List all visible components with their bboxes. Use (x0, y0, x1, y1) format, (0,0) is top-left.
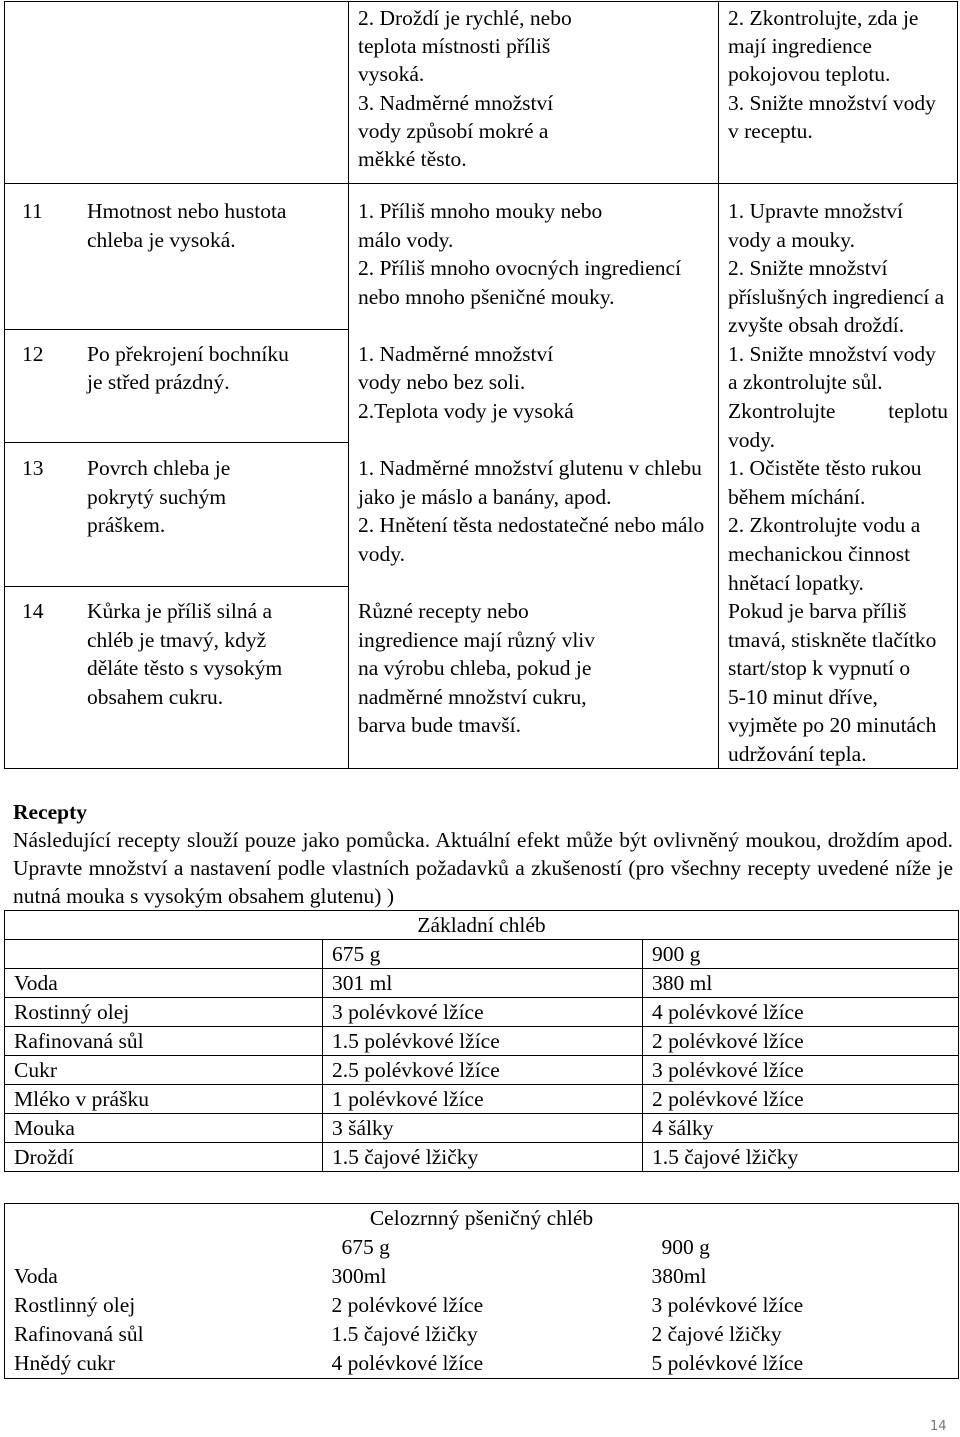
table-row (5, 1056, 959, 1085)
text-line: jako je máslo a banány, apod. (358, 484, 612, 509)
text-line: vyjměte po 20 minutách (728, 713, 937, 738)
table-row (5, 1085, 959, 1114)
size-header: 900 g (643, 940, 959, 969)
text-line: pokojovou teplotu. (728, 62, 891, 87)
recipe-table-basic-bread (4, 910, 959, 1172)
section-heading: Recepty (13, 800, 88, 824)
table-row (5, 1291, 959, 1320)
table-row (5, 969, 959, 998)
text-line: Hmotnost nebo hustota (87, 199, 287, 223)
text-line: měkké těsto. (358, 146, 467, 171)
text-line: Pokud je barva příliš (728, 599, 907, 624)
amount-cell: 301 ml (323, 969, 643, 998)
table-cell (5, 1233, 323, 1262)
solution-cell (728, 454, 921, 597)
recipe-table-wholewheat-bread (4, 1203, 959, 1379)
intro-text-line: Upravte množství a nastavení podle vlastních požadavků a zkušeností (pro všechny recepty uvedené níže je (13, 856, 953, 880)
problem-number (22, 197, 43, 226)
text-line: práškem. (87, 513, 166, 538)
ingredient-cell: Cukr (5, 1056, 323, 1085)
text-line: 1. Nadměrné množství (358, 341, 554, 366)
text-line: vody. (728, 427, 775, 452)
page-number: 14 (930, 1419, 947, 1434)
size-header: 900 g (661, 1235, 710, 1259)
ingredient-cell: Rostinný olej (5, 998, 323, 1027)
text-line: start/stop k vypnutí o (728, 656, 911, 681)
text-line: chleba je vysoká. (87, 227, 236, 252)
problem-number (22, 597, 44, 626)
text-line: 5-10 minut dříve, (728, 684, 878, 709)
table-row (5, 1233, 959, 1262)
intro-text-line: Následující recepty slouží pouze jako pomůcka. Aktuální efekt může být ovlivněný moukou, droždím apod. (13, 828, 953, 852)
text-line: během míchání. (728, 484, 866, 509)
row-divider (4, 586, 348, 587)
amount-cell: 1.5 čajové lžičky (323, 1143, 643, 1172)
text-line: tmavá, stiskněte tlačítko (728, 627, 937, 652)
amount-cell: 1 polévkové lžíce (323, 1085, 643, 1114)
amount-cell: 2 polévkové lžíce (331, 1293, 484, 1317)
text-line: vody způsobí mokré a (358, 118, 549, 143)
text-line: Kůrka je příliš silná a (87, 599, 273, 624)
text-line: vody a mouky. (728, 227, 855, 252)
text-line: 14 (22, 599, 44, 624)
amount-cell: 3 šálky (323, 1114, 643, 1143)
table-row (5, 1114, 959, 1143)
column-divider (718, 1, 719, 769)
problem-cell (87, 454, 230, 540)
text-line: 2. Zkontrolujte, zda je (728, 6, 919, 30)
ingredient-cell: Rafinovaná sůl (14, 1322, 144, 1346)
problem-cell (87, 340, 289, 397)
table-title: Celozrnný pšeničný chléb (369, 1206, 594, 1230)
row-divider (4, 442, 348, 443)
text-line: na výrobu chleba, pokud je (358, 656, 592, 681)
text-line: 2. Droždí je rychlé, nebo (358, 6, 572, 30)
text-line: mají ingredience (728, 34, 872, 59)
row-divider (4, 329, 348, 330)
text-line: 1. Upravte množství (728, 199, 903, 223)
text-line: Různé recepty nebo (358, 599, 529, 624)
text-line: Povrch chleba je (87, 456, 231, 481)
ingredient-cell: Droždí (5, 1143, 323, 1172)
text-line: 11 (22, 199, 43, 223)
solution-cell (728, 597, 936, 768)
text-line: vysoká. (358, 62, 425, 87)
text-line: příslušných ingrediencí a (728, 284, 945, 309)
table-row (5, 940, 959, 969)
text-line: Po překrojení bochníku (87, 341, 289, 366)
table-row (5, 1143, 959, 1172)
amount-cell: 1.5 čajové lžičky (331, 1322, 478, 1346)
text-line: a zkontrolujte sůl. (728, 370, 883, 395)
amount-cell: 3 polévkové lžíce (643, 1056, 959, 1085)
text-line: 1. Očistěte těsto rukou (728, 456, 922, 481)
text-line: barva bude tmavší. (358, 713, 521, 738)
text-line: hnětací lopatky. (728, 570, 864, 595)
table-cell (5, 940, 323, 969)
text-line: 13 (22, 456, 44, 481)
amount-cell: 3 polévkové lžíce (651, 1293, 804, 1317)
intro-text-line: nutná mouka s vysokým obsahem glutenu) ) (13, 884, 394, 908)
size-header: 675 g (323, 940, 643, 969)
ingredient-cell: Mléko v prášku (5, 1085, 323, 1114)
amount-cell: 1.5 čajové lžičky (643, 1143, 959, 1172)
ingredient-cell: Hnědý cukr (14, 1351, 115, 1375)
text-line: 2. Příliš mnoho ovocných ingrediencí (358, 256, 682, 281)
text-line: 2. Hnětení těsta nedostatečné nebo málo (358, 513, 705, 538)
amount-cell: 5 polévkové lžíce (651, 1351, 804, 1375)
amount-cell: 3 polévkové lžíce (323, 998, 643, 1027)
amount-cell: 2 polévkové lžíce (643, 1085, 959, 1114)
cause-cell (358, 197, 681, 311)
cause-cell (358, 454, 704, 568)
table-title: Základní chléb (5, 911, 959, 940)
ingredient-cell: Voda (5, 969, 323, 998)
text-line: 2. Snižte množství (728, 256, 888, 281)
text-line: je střed prázdný. (87, 370, 230, 395)
text-line: 12 (22, 341, 44, 366)
text-line: mechanickou činnost (728, 541, 911, 566)
ingredient-cell: Mouka (5, 1114, 323, 1143)
amount-cell: 2.5 polévkové lžíce (323, 1056, 643, 1085)
continued-cause-cell (358, 4, 572, 173)
table-row (5, 1027, 959, 1056)
text-line: teplota místnosti příliš (358, 34, 551, 59)
amount-cell: 2 polévkové lžíce (643, 1027, 959, 1056)
table-row (5, 1262, 959, 1291)
amount-cell: 2 čajové lžičky (651, 1322, 782, 1346)
amount-cell: 300ml (331, 1264, 387, 1288)
column-divider (348, 1, 349, 769)
text-line: málo vody. (358, 227, 454, 252)
problem-cell (87, 197, 286, 254)
text-line: obsahem cukru. (87, 684, 224, 709)
text-line: ingredience mají různý vliv (358, 627, 596, 652)
amount-cell: 4 šálky (643, 1114, 959, 1143)
text-line: 1. Snižte množství vody (728, 341, 936, 366)
amount-cell: 4 polévkové lžíce (643, 998, 959, 1027)
text-line: chléb je tmavý, když (87, 627, 267, 652)
amount-cell: 380 ml (643, 969, 959, 998)
problem-cell (87, 597, 282, 711)
ingredient-cell: Rostlinný olej (14, 1293, 136, 1317)
cause-cell (358, 597, 595, 740)
size-header: 675 g (341, 1235, 390, 1259)
text-line: 1. Nadměrné množství glutenu v chlebu (358, 456, 702, 481)
table-row (5, 998, 959, 1027)
table-row (5, 1349, 959, 1379)
text-line: nadměrné množství cukru, (358, 684, 587, 709)
cause-cell (358, 340, 574, 426)
ingredient-cell: Rafinovaná sůl (5, 1027, 323, 1056)
text-line: 2. Zkontrolujte vodu a (728, 513, 921, 538)
text-line: pokrytý suchým (87, 484, 227, 509)
text-line: Zkontrolujte teplotu (728, 399, 948, 424)
text-line: zvyšte obsah droždí. (728, 313, 905, 338)
amount-cell: 380ml (651, 1264, 707, 1288)
ingredient-cell: Voda (14, 1264, 58, 1288)
text-line: nebo mnoho pšeničné mouky. (358, 284, 615, 309)
amount-cell: 1.5 polévkové lžíce (323, 1027, 643, 1056)
text-line: vody nebo bez soli. (358, 370, 526, 395)
row-divider (4, 183, 958, 184)
text-line: udržování tepla. (728, 741, 867, 766)
text-line: vody. (358, 541, 405, 566)
text-line: 1. Příliš mnoho mouky nebo (358, 199, 603, 223)
text-line: 2.Teplota vody je vysoká (358, 399, 574, 424)
table-row (5, 911, 959, 940)
text-line: v receptu. (728, 118, 813, 143)
problem-number (22, 454, 44, 483)
text-line: děláte těsto s vysokým (87, 656, 283, 681)
problem-number (22, 340, 44, 369)
amount-cell: 4 polévkové lžíce (331, 1351, 484, 1375)
table-row (5, 1204, 959, 1234)
text-line: 3. Snižte množství vody (728, 90, 936, 115)
solution-cell (728, 340, 948, 454)
continued-solution-cell (728, 4, 936, 145)
text-line: 3. Nadměrné množství (358, 90, 554, 115)
table-row (5, 1320, 959, 1349)
solution-cell (728, 197, 944, 340)
